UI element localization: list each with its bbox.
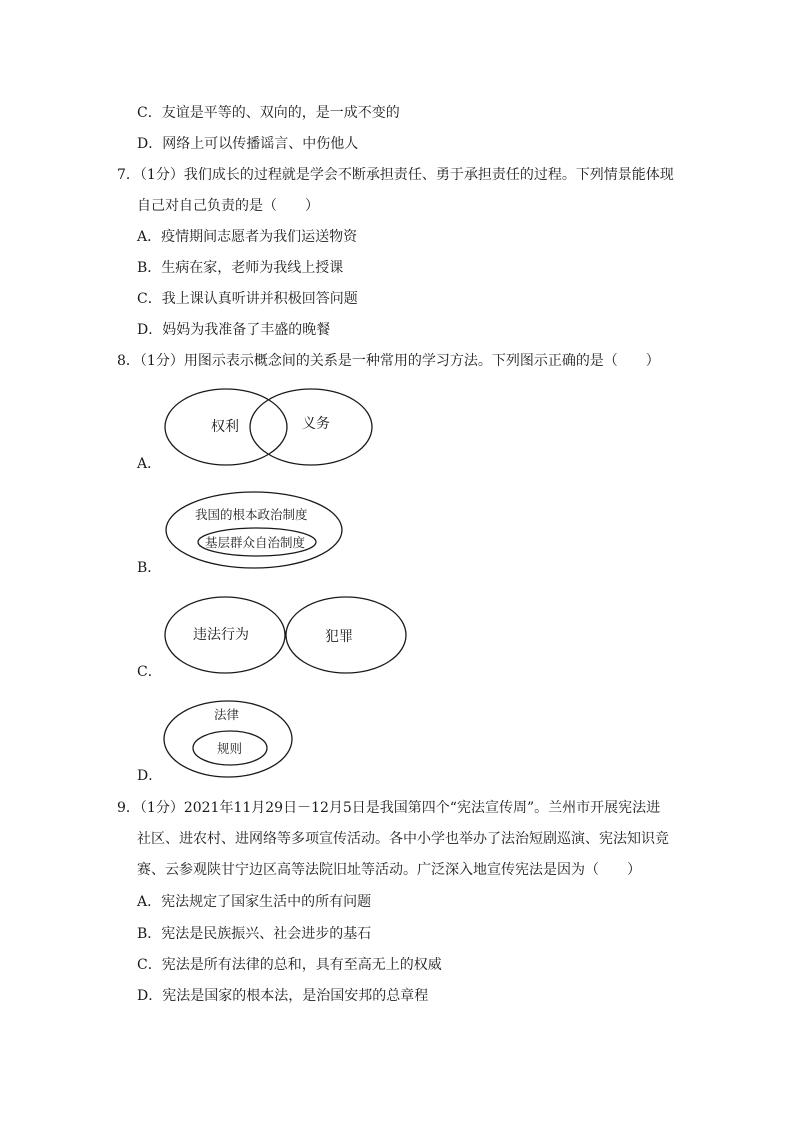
q9-option-d: D．宪法是国家的根本法，是治国安邦的总章程 [137, 988, 429, 1004]
q6-option-c: C．友谊是平等的、双向的，是一成不变的 [137, 105, 400, 121]
q9-option-b: B．宪法是民族振兴、社会进步的基石 [137, 926, 372, 942]
diagram-c-right-label: 犯罪 [325, 629, 353, 645]
diagram-a-right-label: 义务 [302, 416, 330, 432]
q7-stem-line-2: 自己对自己负责的是（ ） [137, 198, 319, 214]
diagram-b-inner-label: 基层群众自治制度 [205, 535, 306, 550]
diagram-d-outer-label: 法律 [214, 707, 240, 722]
q9-option-a: A．宪法规定了国家生活中的所有问题 [137, 894, 372, 910]
q8-option-c-label: C． [137, 664, 162, 680]
q7-option-b: B．生病在家，老师为我线上授课 [137, 260, 344, 276]
q7-option-a: A．疫情期间志愿者为我们运送物资 [137, 229, 358, 245]
q9-stem-line-2: 社区、进农村、进网络等多项宣传活动。各中小学也举办了法治短剧巡演、宪法知识竞 [137, 831, 669, 847]
q9-option-c: C．宪法是所有法律的总和，具有至高无上的权威 [137, 957, 442, 973]
q7-option-c: C．我上课认真听讲并积极回答问题 [137, 291, 358, 307]
diagram-b-outer-label: 我国的根本政治制度 [195, 507, 308, 522]
diagram-d-inner-label: 规则 [217, 741, 243, 756]
q8-option-d-label: D． [137, 768, 163, 784]
q6-option-d: D．网络上可以传播谣言、中伤他人 [137, 136, 359, 152]
q8-option-a-label: A． [137, 456, 162, 472]
q9-stem-line-3: 赛、云参观陕甘宁边区高等法院旧址等活动。广泛深入地宣传宪法是因为（ ） [137, 862, 641, 878]
diagram-a-left-label: 权利 [211, 419, 239, 435]
q7-option-d: D．妈妈为我准备了丰盛的晚餐 [137, 322, 331, 338]
q9-stem-line-1: 9．（1分）2021年11月29日－12月5日是我国第四个“宪法宣传周”。兰州市开展宪法进 [117, 800, 661, 816]
q7-stem-line-1: 7．（1分）我们成长的过程就是学会不断承担责任、勇于承担责任的过程。下列情景能体现 [117, 167, 674, 183]
q8-stem: 8．（1分）用图示表示概念间的关系是一种常用的学习方法。下列图示正确的是（ ） [117, 353, 660, 369]
diagram-c-left-label: 违法行为 [193, 627, 249, 643]
q8-option-b-label: B． [137, 560, 162, 576]
